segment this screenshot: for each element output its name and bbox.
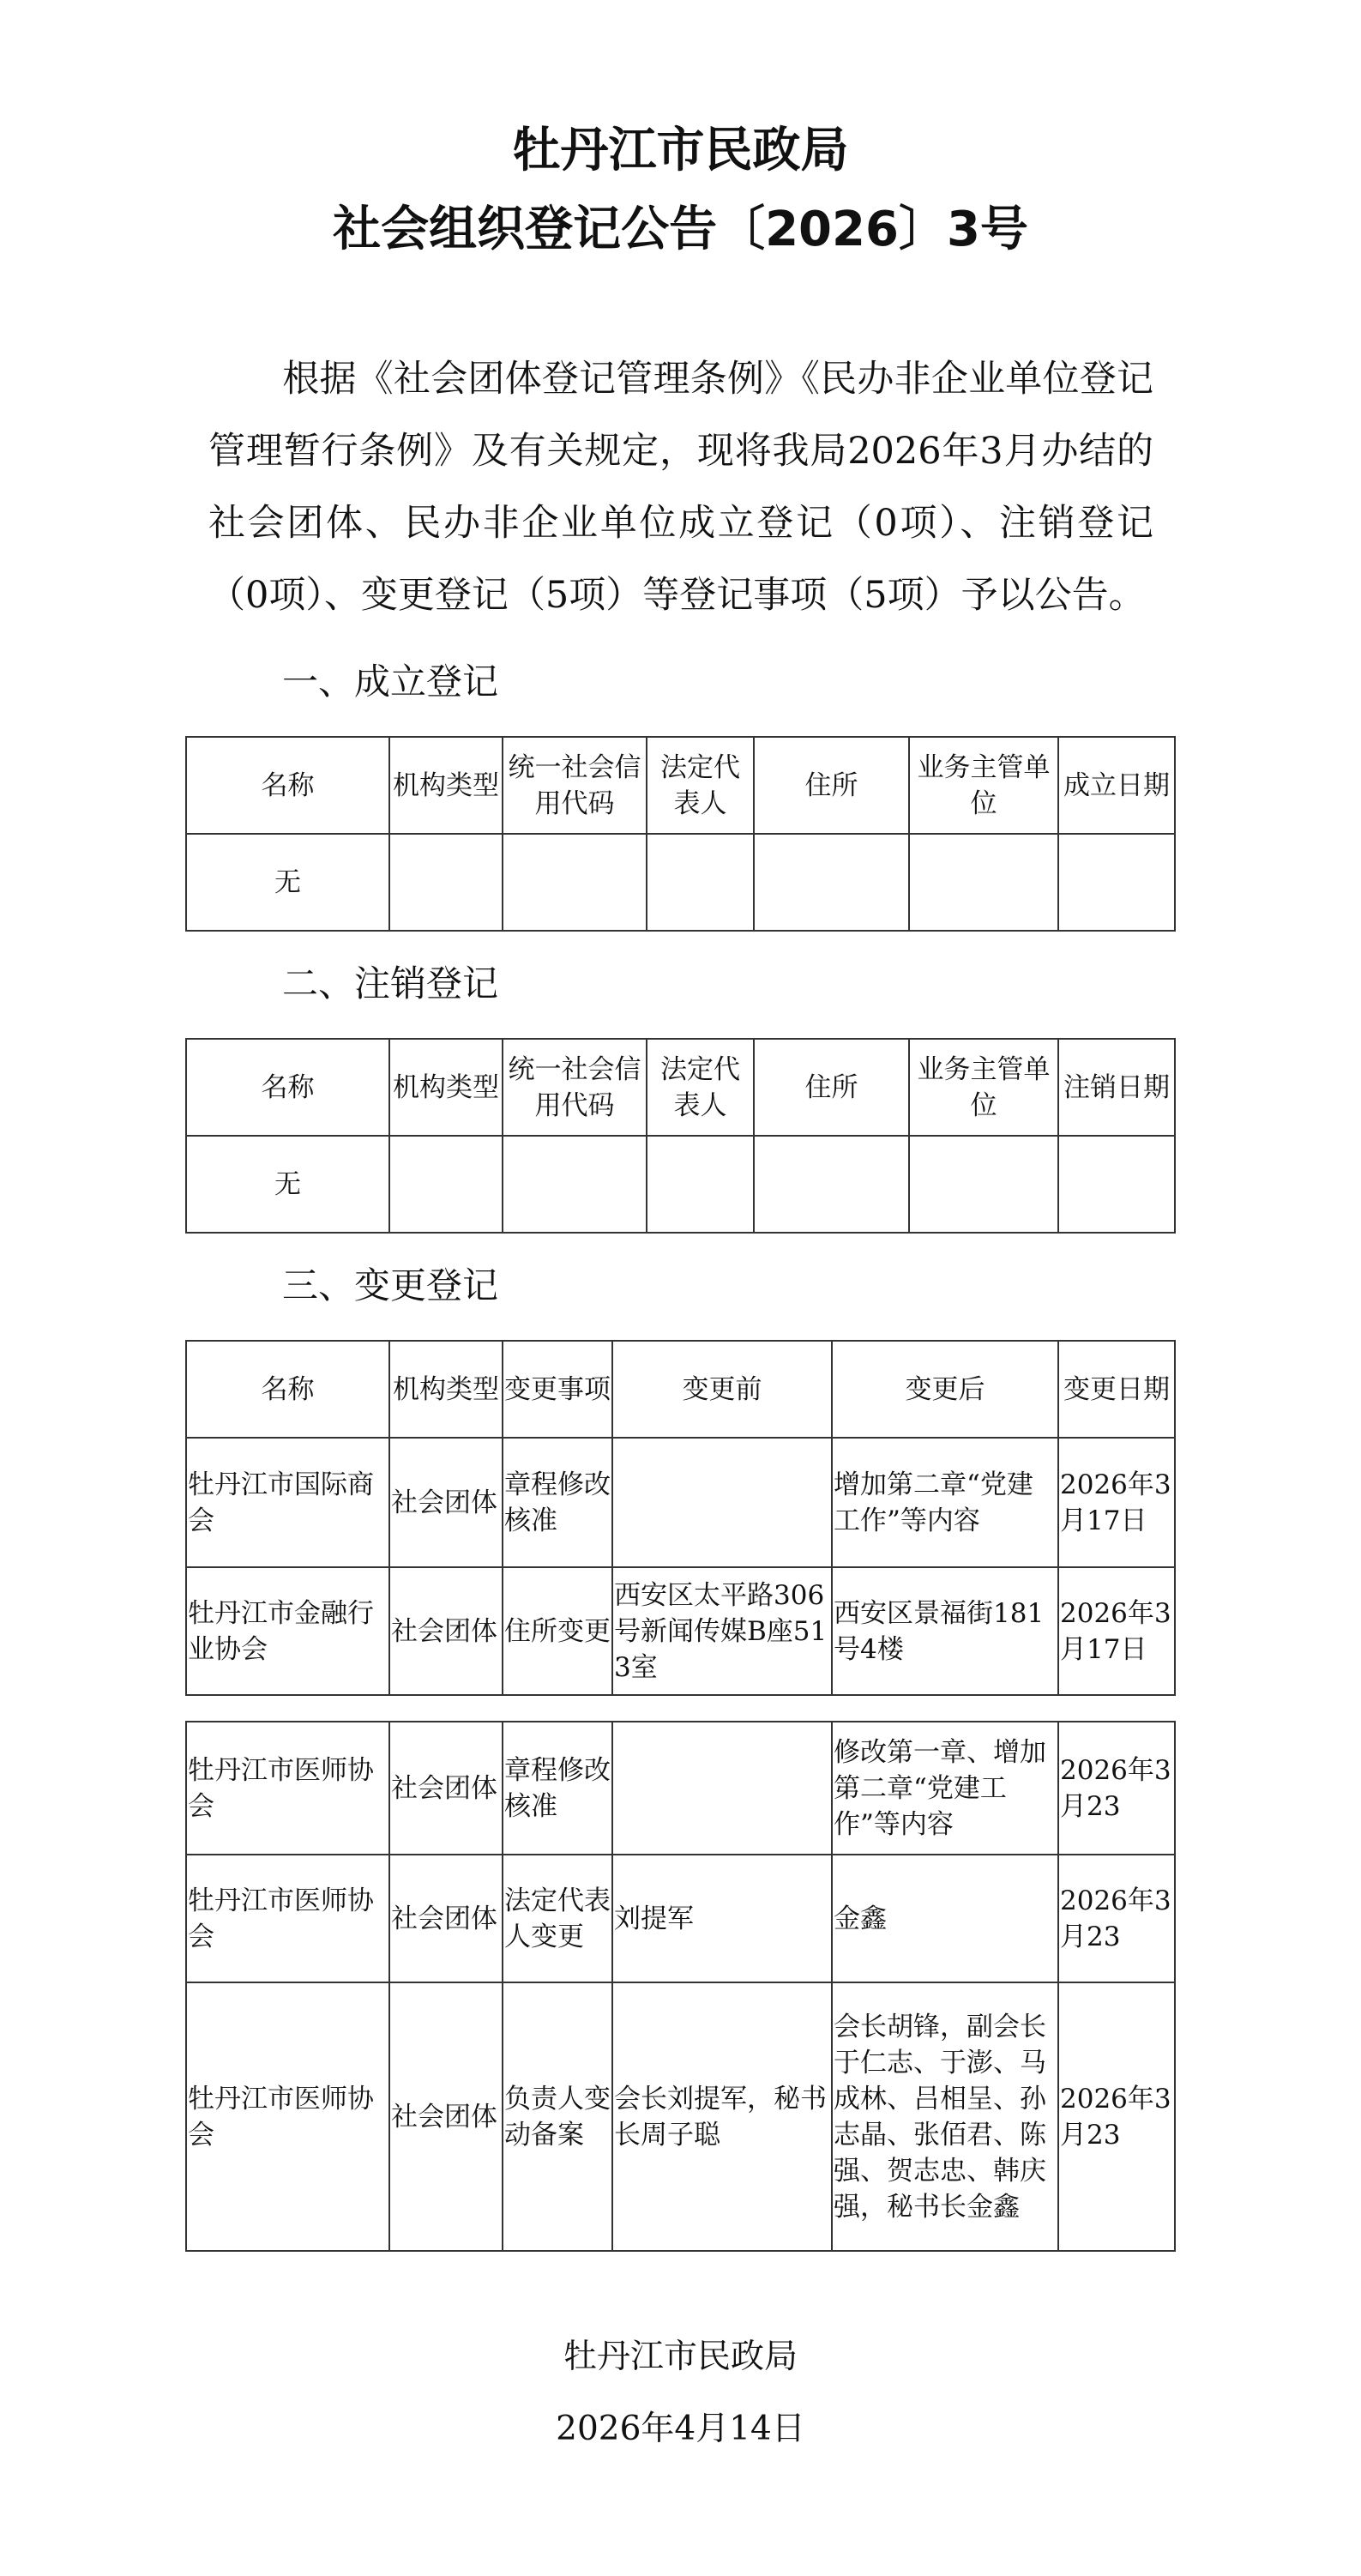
table-cell <box>754 834 909 931</box>
column-header: 名称 <box>186 1341 389 1438</box>
table-cell <box>612 1438 832 1567</box>
table-row <box>186 834 1175 931</box>
table-cell: 西安区景福街181号4楼 <box>832 1567 1058 1695</box>
column-header: 注销日期 <box>1058 1039 1175 1136</box>
column-header: 机构类型 <box>389 1039 503 1136</box>
section-heading-cancel: 二、注销登记 <box>282 962 499 1004</box>
table-cell: 金鑫 <box>832 1855 1058 1982</box>
table-cell: 牡丹江市医师协会 <box>186 1982 389 2251</box>
document-subtitle: 社会组织登记公告〔2026〕3号 <box>333 202 1028 257</box>
table-cell: 2026年3月17日 <box>1058 1438 1175 1567</box>
table-cell: 牡丹江市国际商会 <box>186 1438 389 1567</box>
table-cell <box>647 1136 754 1233</box>
table-cell: 社会团体 <box>389 1982 503 2251</box>
table-cell <box>1058 1136 1175 1233</box>
table-cell <box>389 834 503 931</box>
table-cell: 社会团体 <box>389 1567 503 1695</box>
column-header: 法定代表人 <box>647 1039 754 1136</box>
column-header: 变更前 <box>612 1341 832 1438</box>
table-row <box>186 1722 1175 1855</box>
table-cell <box>647 834 754 931</box>
column-header: 业务主管单位 <box>909 1039 1058 1136</box>
table-cell <box>503 834 647 931</box>
table-row <box>186 1982 1175 2251</box>
column-header: 统一社会信用代码 <box>503 737 647 834</box>
table-cell: 社会团体 <box>389 1438 503 1567</box>
intro-text: 根据《社会团体登记管理条例》《民办非企业单位登记管理暂行条例》及有关规定，现将我局2026年3月办结的社会团体、民办非企业单位成立登记（0项）、注销登记（0项）、变更登记（5项）等登记事项（5项）予以公告。 <box>208 358 1153 617</box>
column-header: 机构类型 <box>389 1341 503 1438</box>
table-cell: 无 <box>186 1136 389 1233</box>
table-row <box>186 1438 1175 1567</box>
table-cell: 负责人变动备案 <box>503 1982 612 2251</box>
column-header: 住所 <box>754 1039 909 1136</box>
column-header: 变更事项 <box>503 1341 612 1438</box>
column-header: 成立日期 <box>1058 737 1175 834</box>
table-cell <box>1058 834 1175 931</box>
table-row <box>186 1855 1175 1982</box>
table-cell: 章程修改核准 <box>503 1722 612 1855</box>
table-cell: 西安区太平路306号新闻传媒B座513室 <box>612 1567 832 1695</box>
section-heading-change: 三、变更登记 <box>282 1264 499 1306</box>
intro-paragraph <box>208 343 1153 631</box>
change-table-continued <box>185 1721 1176 2252</box>
table-cell: 会长刘提军，秘书长周子聪 <box>612 1982 832 2251</box>
table-cell: 2026年3月23 <box>1058 1982 1175 2251</box>
table-cell: 2026年3月17日 <box>1058 1567 1175 1695</box>
table-cell: 牡丹江市金融行业协会 <box>186 1567 389 1695</box>
section-heading-establish: 一、成立登记 <box>282 661 499 703</box>
table-row <box>186 1567 1175 1695</box>
table-cell: 社会团体 <box>389 1722 503 1855</box>
table-cell: 牡丹江市医师协会 <box>186 1722 389 1855</box>
table-cell: 2026年3月23 <box>1058 1855 1175 1982</box>
footer-date: 2026年4月14日 <box>556 2410 805 2448</box>
footer-issuer: 牡丹江市民政局 <box>563 2338 798 2376</box>
table-cell <box>754 1136 909 1233</box>
column-header: 机构类型 <box>389 737 503 834</box>
table-header-row <box>186 1039 1175 1136</box>
table-cell <box>612 1722 832 1855</box>
table-cell <box>909 834 1058 931</box>
table-cell <box>389 1136 503 1233</box>
table-cell: 法定代表人变更 <box>503 1855 612 1982</box>
table-cell <box>909 1136 1058 1233</box>
table-cell <box>503 1136 647 1233</box>
column-header: 住所 <box>754 737 909 834</box>
table-cell: 住所变更 <box>503 1567 612 1695</box>
table-cell: 会长胡锋，副会长于仁志、于澎、马成林、吕相呈、孙志晶、张佰君、陈强、贺志忠、韩庆强，秘书长金鑫 <box>832 1982 1058 2251</box>
column-header: 业务主管单位 <box>909 737 1058 834</box>
table-cell: 刘提军 <box>612 1855 832 1982</box>
column-header: 名称 <box>186 737 389 834</box>
establish-table <box>185 736 1176 932</box>
table-cell: 修改第一章、增加第二章“党建工作”等内容 <box>832 1722 1058 1855</box>
table-row <box>186 1136 1175 1233</box>
table-header-row <box>186 737 1175 834</box>
document-title: 牡丹江市民政局 <box>512 123 849 178</box>
table-header-row <box>186 1341 1175 1438</box>
column-header: 法定代表人 <box>647 737 754 834</box>
table-cell: 增加第二章“党建工作”等内容 <box>832 1438 1058 1567</box>
column-header: 变更日期 <box>1058 1341 1175 1438</box>
table-cell: 章程修改核准 <box>503 1438 612 1567</box>
table-cell: 牡丹江市医师协会 <box>186 1855 389 1982</box>
column-header: 统一社会信用代码 <box>503 1039 647 1136</box>
table-cell: 无 <box>186 834 389 931</box>
column-header: 名称 <box>186 1039 389 1136</box>
cancel-table <box>185 1038 1176 1234</box>
table-cell: 社会团体 <box>389 1855 503 1982</box>
change-table <box>185 1340 1176 1696</box>
column-header: 变更后 <box>832 1341 1058 1438</box>
table-cell: 2026年3月23 <box>1058 1722 1175 1855</box>
